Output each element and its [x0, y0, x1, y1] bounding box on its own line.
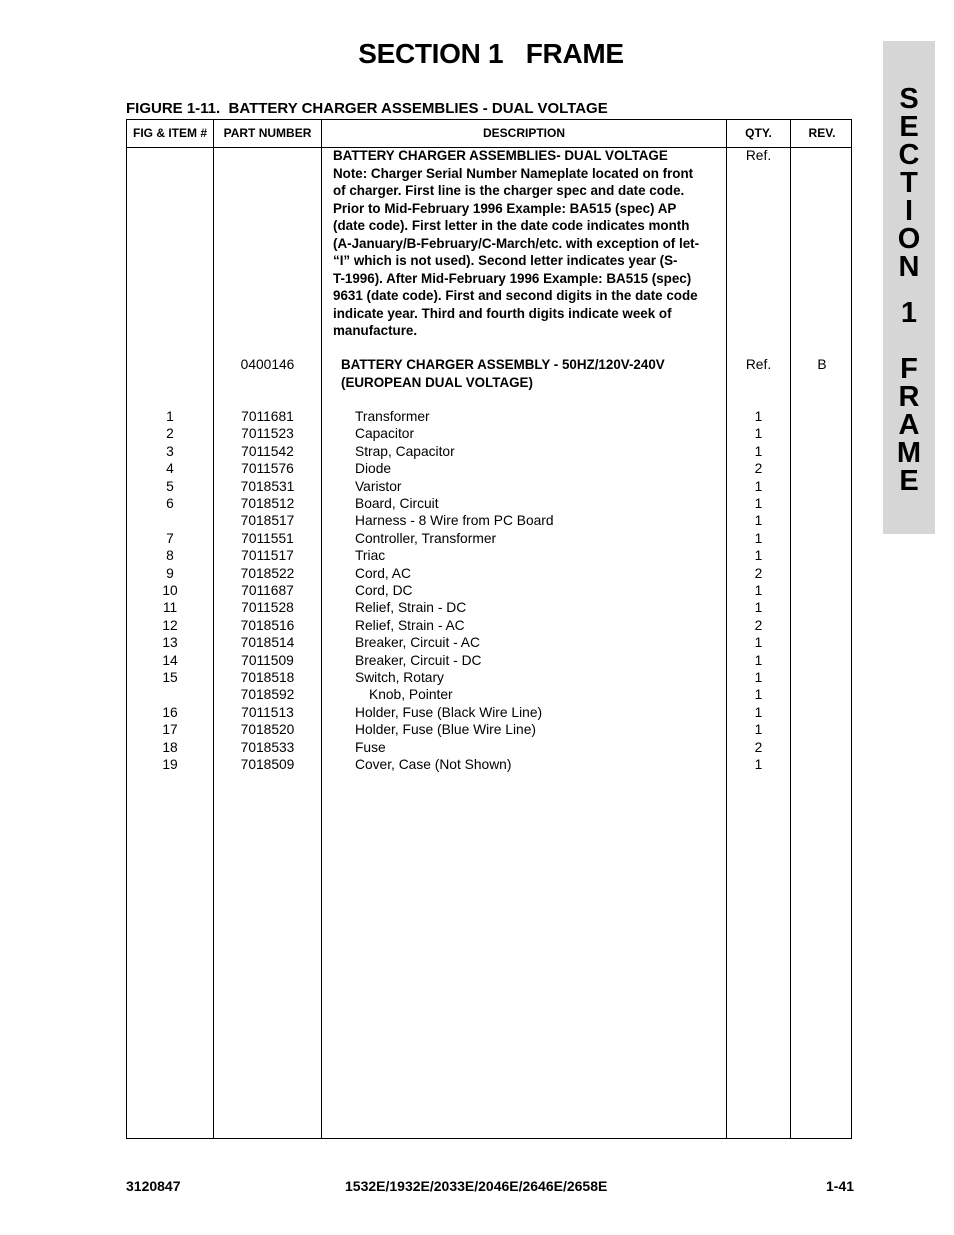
row-qty: 1	[754, 600, 763, 616]
row-part-number: 7018516	[240, 617, 295, 633]
row-qty: 1	[754, 530, 763, 546]
row-description: Relief, Strain - AC	[355, 617, 465, 633]
row-description: Knob, Pointer	[369, 687, 453, 703]
column-header-qty: QTY.	[745, 126, 772, 140]
figure-title: FIGURE 1-11. BATTERY CHARGER ASSEMBLIES - DUAL VOLTAGE	[126, 100, 608, 117]
row-item-number: 2	[166, 426, 174, 442]
row-description: Holder, Fuse (Blue Wire Line)	[355, 722, 536, 738]
side-tab-letter: E	[899, 111, 919, 143]
row-part-number: 7011528	[241, 600, 294, 616]
note-line: BATTERY CHARGER ASSEMBLIES- DUAL VOLTAGE	[333, 148, 668, 163]
row-part-number: 7011513	[241, 704, 294, 720]
side-tab-letter: S	[899, 83, 919, 115]
column-divider	[321, 120, 322, 1138]
row-item-number: 16	[162, 704, 178, 720]
row-part-number: 7011517	[241, 548, 294, 564]
row-item-number: 12	[162, 617, 178, 633]
note-line: “I” which is not used). Second letter indicates year (S-	[333, 253, 678, 268]
row-qty: 1	[754, 478, 763, 494]
row-item-number: 11	[162, 600, 178, 616]
row-part-number: 7018520	[240, 722, 295, 738]
row-part-number: 7018512	[240, 496, 295, 511]
parts-table	[126, 119, 852, 1139]
row-item-number: 10	[162, 583, 178, 598]
row-description: Varistor	[355, 478, 402, 494]
row-description: Controller, Transformer	[355, 530, 497, 546]
side-tab-letter: I	[904, 195, 914, 227]
row-item-number: 4	[166, 461, 174, 477]
row-description: Relief, Strain - DC	[355, 600, 467, 616]
row-qty: 2	[754, 461, 763, 477]
assembly-subtitle: (EUROPEAN DUAL VOLTAGE)	[341, 375, 533, 390]
row-part-number: 7018533	[240, 739, 295, 755]
row-item-number: 1	[166, 409, 174, 424]
row-item-number: 13	[162, 635, 178, 651]
note-line: indicate year. Third and fourth digits indicate week of	[333, 305, 672, 321]
side-tab-letter: M	[896, 437, 922, 469]
row-part-number: 7018531	[240, 478, 295, 494]
note-line: 9631 (date code). First and second digits in the date code	[333, 288, 698, 303]
row-part-number: 7011576	[241, 461, 294, 477]
row-description: Board, Circuit	[355, 496, 439, 511]
row-qty: 1	[754, 443, 763, 459]
footer-doc-number: 3120847	[126, 1178, 181, 1194]
row-description: Fuse	[355, 739, 386, 755]
row-item-number: 5	[166, 478, 174, 494]
row-item-number: 19	[162, 757, 178, 772]
footer-models: 1532E/1932E/2033E/2046E/2646E/2658E	[345, 1178, 608, 1194]
row-qty: 1	[754, 548, 763, 564]
note-line: Note: Charger Serial Number Nameplate located on front	[333, 165, 694, 181]
note-line: Prior to Mid-February 1996 Example: BA515 (spec) AP	[333, 200, 677, 216]
row-qty: 1	[754, 496, 763, 511]
row-item-number: 8	[166, 548, 174, 564]
side-tab-letter: R	[898, 381, 920, 413]
note-line: T-1996). After Mid-February 1996 Example: BA515 (spec)	[333, 270, 692, 286]
row-qty: 2	[754, 617, 763, 633]
row-item-number: 6	[166, 496, 174, 511]
row-qty: 2	[754, 739, 763, 755]
row-qty: 1	[754, 687, 763, 703]
assembly-rev: B	[817, 357, 827, 372]
row-qty: 1	[754, 426, 763, 442]
row-description: Transformer	[355, 409, 430, 424]
row-item-number: 7	[166, 530, 174, 546]
side-tab-letter: A	[898, 409, 920, 441]
row-description: Triac	[355, 548, 386, 564]
assembly-title: BATTERY CHARGER ASSEMBLY - 50HZ/120V-240V	[341, 357, 665, 372]
row-part-number: 7018518	[240, 670, 295, 685]
row-qty: 2	[754, 565, 763, 581]
assembly-part-number: 0400146	[240, 357, 295, 372]
row-description: Cover, Case (Not Shown)	[355, 757, 512, 772]
row-item-number: 14	[162, 652, 178, 668]
row-part-number: 7018522	[240, 565, 295, 581]
row-part-number: 7018517	[240, 513, 295, 529]
column-header-item: FIG & ITEM #	[132, 126, 207, 140]
row-description: Breaker, Circuit - AC	[355, 635, 480, 651]
note-line: of charger. First line is the charger spec and date code.	[333, 183, 685, 198]
side-tab-letter: T	[900, 167, 918, 199]
side-tab-letter: N	[898, 251, 920, 283]
row-part-number: 7011551	[241, 530, 294, 546]
column-divider	[790, 120, 791, 1138]
row-description: Strap, Capacitor	[355, 443, 455, 459]
row-description: Capacitor	[355, 426, 415, 442]
side-tab-letter: C	[898, 139, 920, 171]
note-line: manufacture.	[333, 323, 418, 338]
page-title: SECTION 1 FRAME	[358, 38, 624, 69]
row-qty: 1	[754, 704, 763, 720]
row-part-number: 7018514	[240, 635, 295, 651]
side-tab-letter: F	[900, 353, 918, 385]
column-header-rev: REV.	[808, 126, 836, 140]
row-description: Cord, DC	[355, 583, 413, 598]
row-part-number: 7018592	[240, 687, 295, 703]
row-qty: 1	[754, 409, 763, 424]
row-qty: 1	[754, 670, 763, 685]
row-description: Breaker, Circuit - DC	[355, 652, 482, 668]
section-side-tab	[883, 41, 935, 534]
row-part-number: 7011542	[241, 443, 294, 459]
row-qty: 1	[754, 513, 763, 529]
row-part-number: 7011681	[241, 409, 294, 424]
row-item-number: 9	[166, 565, 174, 581]
side-tab-letter: O	[897, 223, 921, 255]
row-description: Diode	[355, 461, 392, 477]
note-line: (date code). First letter in the date code indicates month	[333, 218, 690, 233]
row-description: Harness - 8 Wire from PC Board	[355, 513, 554, 529]
row-item-number: 17	[162, 722, 178, 738]
row-description: Switch, Rotary	[355, 670, 444, 685]
row-qty: 1	[754, 757, 763, 772]
row-part-number: 7011509	[241, 652, 294, 668]
side-tab-letter: E	[899, 465, 919, 497]
assembly-qty: Ref.	[745, 357, 772, 372]
row-item-number: 18	[162, 739, 178, 755]
row-part-number: 7011523	[241, 426, 294, 442]
note-qty: Ref.	[745, 148, 772, 163]
column-header-description: DESCRIPTION	[482, 126, 565, 140]
row-part-number: 7011687	[241, 583, 294, 598]
row-qty: 1	[754, 583, 763, 598]
assembly-note	[333, 147, 725, 340]
row-description: Holder, Fuse (Black Wire Line)	[355, 704, 543, 720]
row-item-number: 15	[162, 670, 178, 685]
row-qty: 1	[754, 722, 763, 738]
row-description: Cord, AC	[355, 565, 411, 581]
note-line: (A-January/B-February/C-March/etc. with exception of let-	[333, 235, 700, 251]
side-tab-letter: 1	[900, 297, 918, 329]
row-part-number: 7018509	[240, 757, 295, 772]
footer-page-number: 1-41	[826, 1178, 855, 1194]
row-item-number: 3	[166, 443, 174, 459]
row-qty: 1	[754, 635, 763, 651]
row-qty: 1	[754, 652, 763, 668]
column-header-part-number: PART NUMBER	[223, 126, 312, 140]
